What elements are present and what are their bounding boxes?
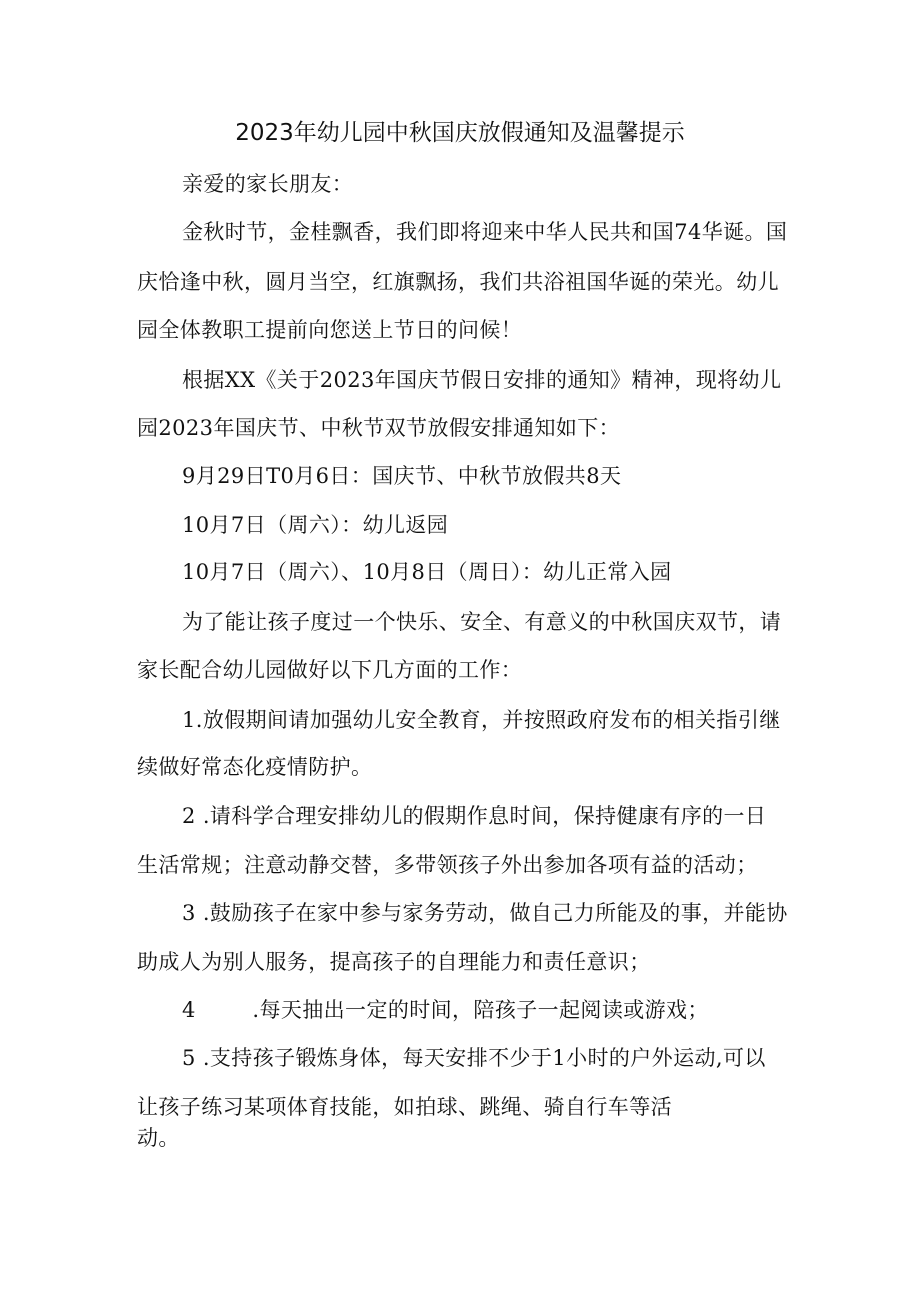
paragraph-line: 根据XX《关于2023年国庆节假日安排的通知》精神，现将幼儿: [182, 368, 782, 392]
list-item-line: 3 .鼓励孩子在家中参与家务劳动，做自己力所能及的事，并能协: [182, 901, 788, 925]
paragraph-line: 金秋时节，金桂飘香，我们即将迎来中华人民共和国74华诞。国: [182, 220, 788, 244]
paragraph-line: 园2023年国庆节、中秋节双节放假安排通知如下：: [137, 416, 621, 440]
schedule-line: 10月7日（周六）、10月8日（周日）：幼儿正常入园: [182, 560, 672, 584]
paragraph-line: 家长配合幼儿园做好以下几方面的工作：: [137, 658, 523, 682]
paragraph-line: 为了能让孩子度过一个快乐、安全、有意义的中秋国庆双节，请: [182, 610, 782, 634]
list-item-line: 2 .请科学合理安排幼儿的假期作息时间，保持健康有序的一日: [182, 804, 767, 828]
list-item-line: 让孩子练习某项体育技能，如拍球、跳绳、骑自行车等活: [137, 1095, 672, 1119]
document-title: 2023年幼儿园中秋国庆放假通知及温馨提示: [235, 120, 685, 146]
paragraph-line: 庆恰逢中秋，圆月当空，红旗飘扬，我们共浴祖国华诞的荣光。幼儿: [137, 270, 779, 294]
list-item-line: 动。: [137, 1126, 180, 1150]
greeting-line: 亲爱的家长朋友：: [182, 172, 354, 196]
paragraph-line: 园全体教职工提前向您送上节日的问候！: [137, 318, 523, 342]
list-item-line: 助成人为别人服务，提高孩子的自理能力和责任意识；: [137, 950, 651, 974]
schedule-line: 9月29日T0月6日：国庆节、中秋节放假共8天: [182, 464, 622, 488]
list-item-line: 5 .支持孩子锻炼身体，每天安排不少于1小时的户外运动,可以: [182, 1046, 766, 1070]
list-item-line: 续做好常态化疫情防护。: [137, 755, 373, 779]
schedule-line: 10月7日（周六）：幼儿返园: [182, 513, 449, 537]
list-item-line: 4 .每天抽出一定的时间，陪孩子一起阅读或游戏；: [182, 998, 709, 1022]
list-item-line: 生活常规；注意动静交替，多带领孩子外出参加各项有益的活动；: [137, 853, 758, 877]
list-item-line: 1.放假期间请加强幼儿安全教育，并按照政府发布的相关指引继: [182, 708, 781, 732]
